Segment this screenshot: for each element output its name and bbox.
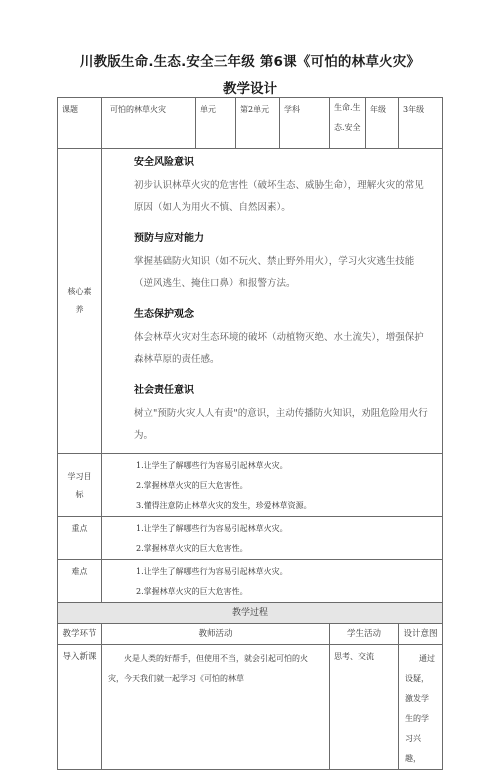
col-teacher-header: 教师活动 [102, 624, 330, 645]
goals-row [58, 454, 443, 517]
core-label-cell [58, 149, 102, 454]
core-text-4: 树立"预防火灾人人有责"的意识，主动传播防火知识，劝阻危险用火行为。 [134, 408, 428, 441]
col-intent-header: 设计意图 [399, 624, 443, 645]
design-intent: 通过设疑，激发学生的学习兴趣， [399, 645, 443, 770]
subject-value: 生命.生态.安全 [330, 98, 366, 149]
core-heading-2: 预防与应对能力 [134, 233, 204, 244]
core-heading-3: 生态保护观念 [134, 309, 194, 320]
core-heading-4: 社会责任意识 [134, 385, 194, 396]
key-row [58, 517, 443, 560]
goal-item-2: 2.掌握林草火灾的巨大危害性。 [136, 481, 248, 490]
col-stage-header: 教学环节 [58, 624, 102, 645]
difficult-item-1: 1.让学生了解哪些行为容易引起林草火灾。 [136, 567, 288, 576]
core-label: 核心素养 [67, 287, 92, 314]
process-title: 教学过程 [58, 603, 443, 624]
difficult-list [102, 560, 443, 603]
subject-label: 学科 [280, 98, 330, 149]
document-subtitle: 教学设计 [223, 81, 277, 97]
col-student-header: 学生活动 [330, 624, 399, 645]
unit-value: 第2单元 [236, 98, 280, 149]
core-text-1: 初步认识林草火灾的危害性（破坏生态、威胁生命），理解火灾的常见原因（如人为用火不慎、自然因素）。 [134, 180, 424, 213]
lesson-plan-table [57, 97, 443, 770]
key-item-1: 1.让学生了解哪些行为容易引起林草火灾。 [136, 524, 288, 533]
goals-list [102, 454, 443, 517]
student-activity: 思考、交流 [330, 645, 399, 770]
difficult-item-2: 2.掌握林草火灾的巨大危害性。 [136, 587, 248, 596]
grade-value: 3年级 [399, 98, 443, 149]
key-item-2: 2.掌握林草火灾的巨大危害性。 [136, 544, 248, 553]
goal-item-3: 3.懂得注意防止林草火灾的发生，珍爱林草资源。 [136, 501, 312, 510]
goal-item-1: 1.让学生了解哪些行为容易引起林草火灾。 [136, 461, 288, 470]
key-list [102, 517, 443, 560]
difficult-row [58, 560, 443, 603]
unit-label: 单元 [196, 98, 236, 149]
topic-label: 课题 [58, 98, 102, 149]
process-header-row [58, 624, 443, 645]
process-row-intro [58, 645, 443, 770]
header-row [58, 98, 443, 149]
document-title: 川教版生命.生态.安全三年级 第6课《可怕的林草火灾》 [79, 54, 421, 70]
core-heading-1: 安全风险意识 [134, 157, 194, 168]
goals-label: 学习目标 [67, 472, 92, 499]
core-text-2: 掌握基础防火知识（如不玩火、禁止野外用火），学习火灾逃生技能（逆风逃生、掩住口鼻）和报警方法。 [134, 256, 415, 289]
core-content [102, 149, 443, 454]
grade-label: 年级 [366, 98, 399, 149]
difficult-label: 难点 [58, 560, 102, 603]
core-text-3: 体会林草火灾对生态环境的破坏（动植物灭绝、水土流失），增强保护森林草原的责任感。 [134, 332, 424, 365]
goals-label-cell [58, 454, 102, 517]
teacher-activity: 火是人类的好帮手，但使用不当，就会引起可怕的火灾，今天我们就一起学习《可怕的林草 [102, 645, 330, 770]
stage-cell: 导入新课 [58, 645, 102, 770]
topic-value: 可怕的林草火灾 [102, 98, 196, 149]
core-row [58, 149, 443, 454]
process-title-row [58, 603, 443, 624]
key-label: 重点 [58, 517, 102, 560]
